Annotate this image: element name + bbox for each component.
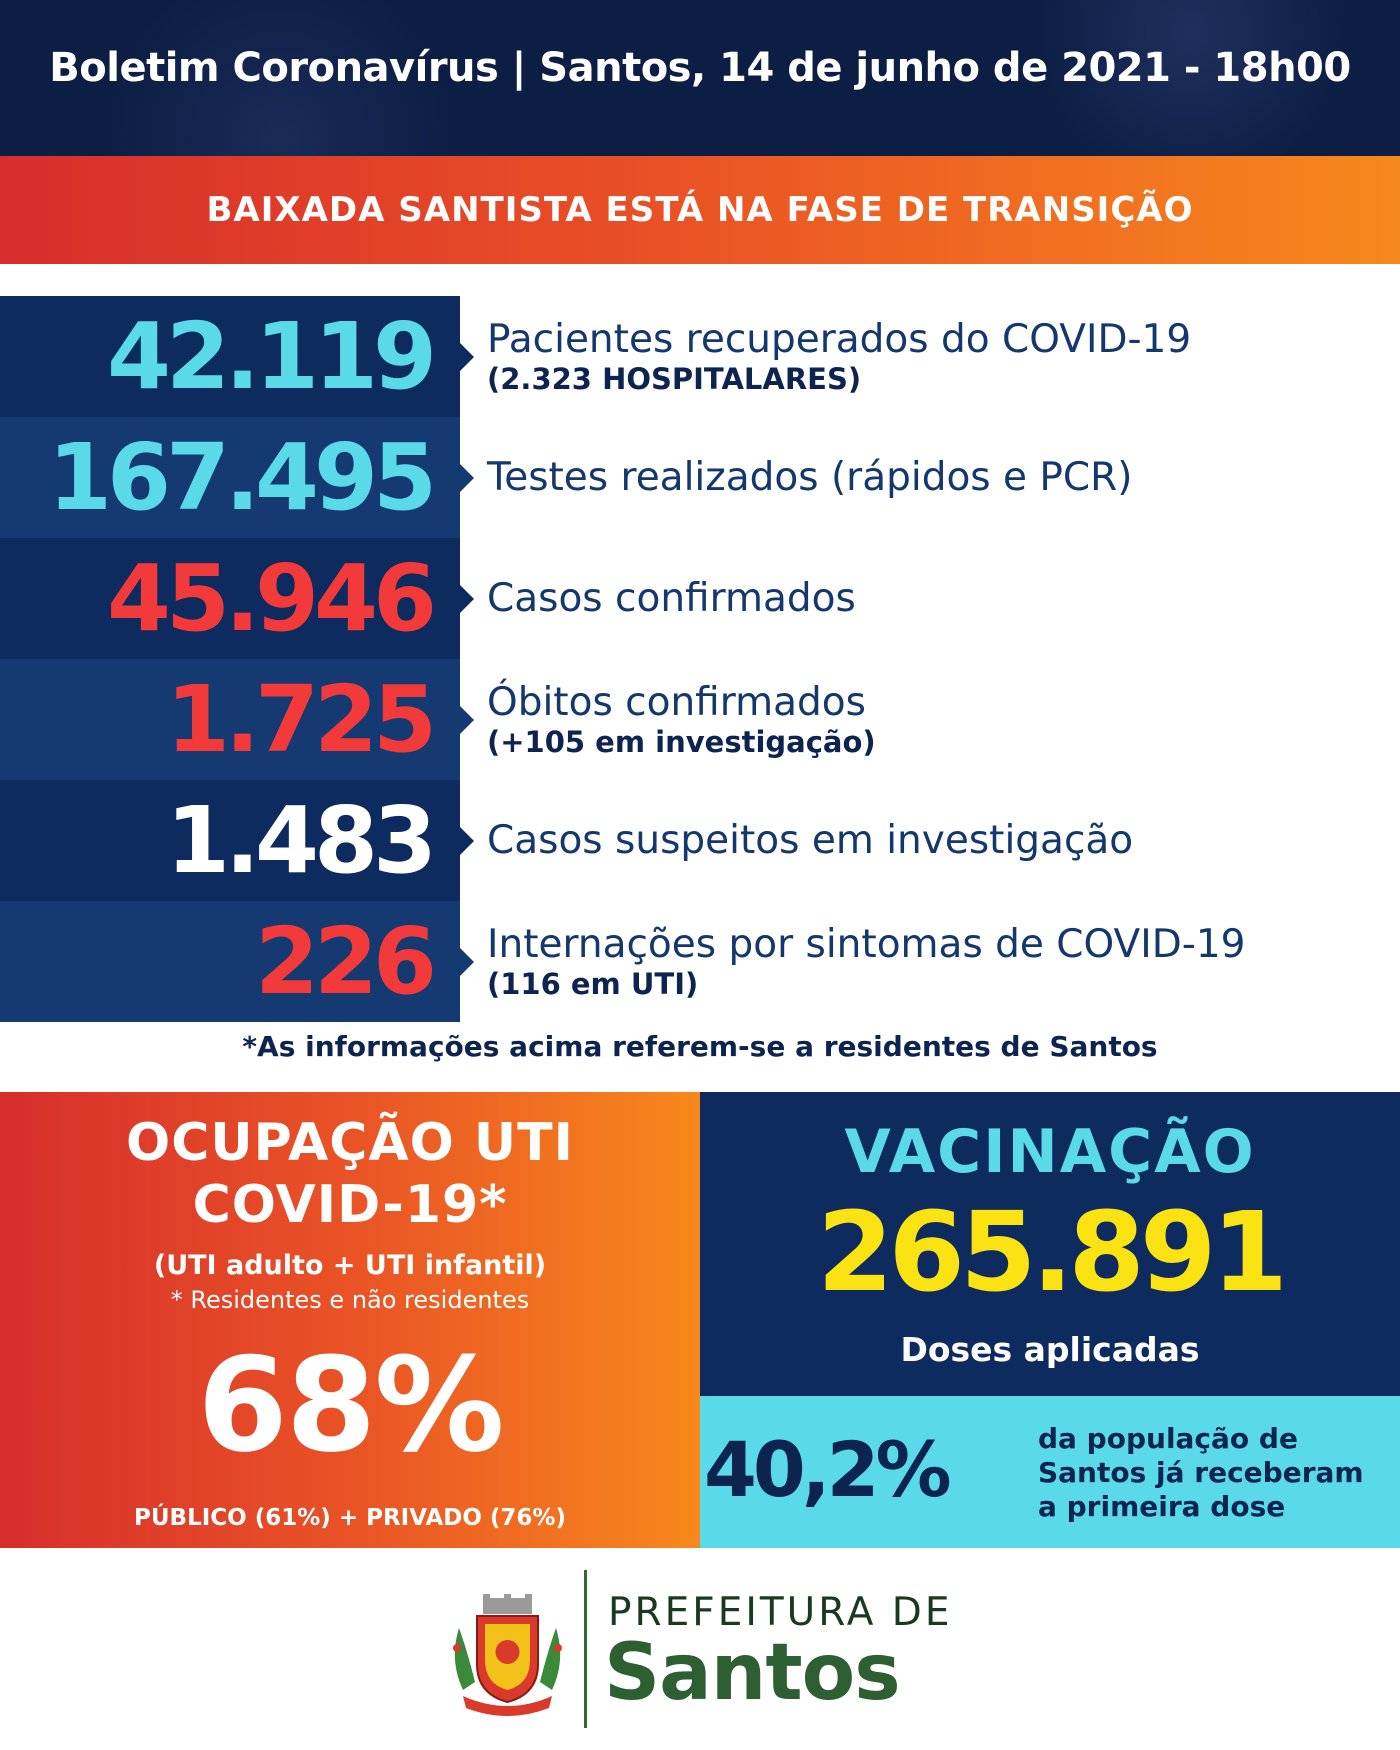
- stat-label: Óbitos confirmados: [487, 679, 866, 725]
- residents-note: [0, 1030, 1400, 1082]
- icu-title-line2: COVID-19*: [192, 1175, 508, 1235]
- footer: [0, 1548, 1400, 1750]
- stat-row-hospitalizations: [0, 901, 1400, 1022]
- stat-text: [487, 901, 1387, 1022]
- vaccination-title: VACINAÇÃO: [844, 1117, 1256, 1187]
- stat-value: 1.483: [0, 780, 460, 901]
- stat-row-suspected: [0, 780, 1400, 901]
- footer-prefeitura: PREFEITURA DE: [608, 1590, 953, 1635]
- population-text-line1: da população de: [1038, 1422, 1298, 1455]
- stat-row-deaths: [0, 659, 1400, 780]
- icu-percent: 68%: [197, 1329, 503, 1481]
- arrow-right-icon: [460, 706, 474, 734]
- vaccination-doses-label: Doses aplicadas: [900, 1330, 1200, 1369]
- stat-row-confirmed: [0, 538, 1400, 659]
- stat-row-tests: [0, 417, 1400, 538]
- arrow-right-icon: [460, 948, 474, 976]
- stat-text: [487, 538, 1387, 659]
- stat-text: [487, 417, 1387, 538]
- phase-banner: [0, 156, 1400, 264]
- city-coat-of-arms-icon: [445, 1590, 570, 1720]
- stat-value: 167.495: [0, 417, 460, 538]
- vaccination-doses: 265.891: [816, 1188, 1283, 1316]
- stat-label: Pacientes recuperados do COVID-19: [487, 316, 1192, 362]
- population-text: [1038, 1422, 1398, 1524]
- phase-banner-text: BAIXADA SANTISTA ESTÁ NA FASE DE TRANSIÇÃO: [206, 190, 1194, 230]
- arrow-right-icon: [460, 343, 474, 371]
- stat-value: 226: [0, 901, 460, 1022]
- icu-occupancy-panel: [0, 1092, 700, 1548]
- arrow-right-icon: [460, 464, 474, 492]
- icu-title-line1: OCUPAÇÃO UTI: [126, 1113, 574, 1173]
- stat-label: Testes realizados (rápidos e PCR): [487, 454, 1133, 500]
- vaccination-panel: [700, 1092, 1400, 1396]
- arrow-right-icon: [460, 827, 474, 855]
- stat-text: [487, 296, 1387, 417]
- note-text: *As informações acima referem-se a: [242, 1030, 824, 1063]
- stat-sublabel: (2.323 HOSPITALARES): [487, 361, 862, 396]
- stat-label: Internações por sintomas de COVID-19: [487, 921, 1246, 967]
- stat-label: Casos suspeitos em investigação: [487, 817, 1134, 863]
- stat-text: [487, 659, 1387, 780]
- footer-city-name: Santos: [604, 1628, 900, 1718]
- stat-text: [487, 780, 1387, 901]
- stat-label: Casos confirmados: [487, 575, 856, 621]
- stat-row-recovered: [0, 296, 1400, 417]
- icu-footnote: * Residentes e não residentes: [170, 1286, 530, 1314]
- note-bold-text: residentes de Santos: [823, 1030, 1158, 1063]
- stat-sublabel: (116 em UTI): [487, 966, 699, 1001]
- population-text-line3: a primeira dose: [1038, 1490, 1286, 1523]
- stat-sublabel: (+105 em investigação): [487, 724, 876, 759]
- icu-title: [0, 1112, 700, 1236]
- footer-divider: [584, 1570, 587, 1728]
- arrow-right-icon: [460, 585, 474, 613]
- population-percent: 40,2%: [704, 1425, 948, 1514]
- bulletin-title: Boletim Coronavírus | Santos, 14 de junho de 2021 - 18h00: [49, 45, 1351, 91]
- stats-panel: [0, 296, 1400, 1021]
- stat-value: 42.119: [0, 296, 460, 417]
- population-vaccinated-panel: [700, 1396, 1400, 1548]
- population-text-line2: Santos já receberam: [1038, 1456, 1364, 1489]
- icu-subtitle: (UTI adulto + UTI infantil): [153, 1250, 547, 1281]
- header: [0, 0, 1400, 156]
- stat-value: 45.946: [0, 538, 460, 659]
- stat-value: 1.725: [0, 659, 460, 780]
- icu-breakdown: PÚBLICO (61%) + PRIVADO (76%): [134, 1505, 566, 1531]
